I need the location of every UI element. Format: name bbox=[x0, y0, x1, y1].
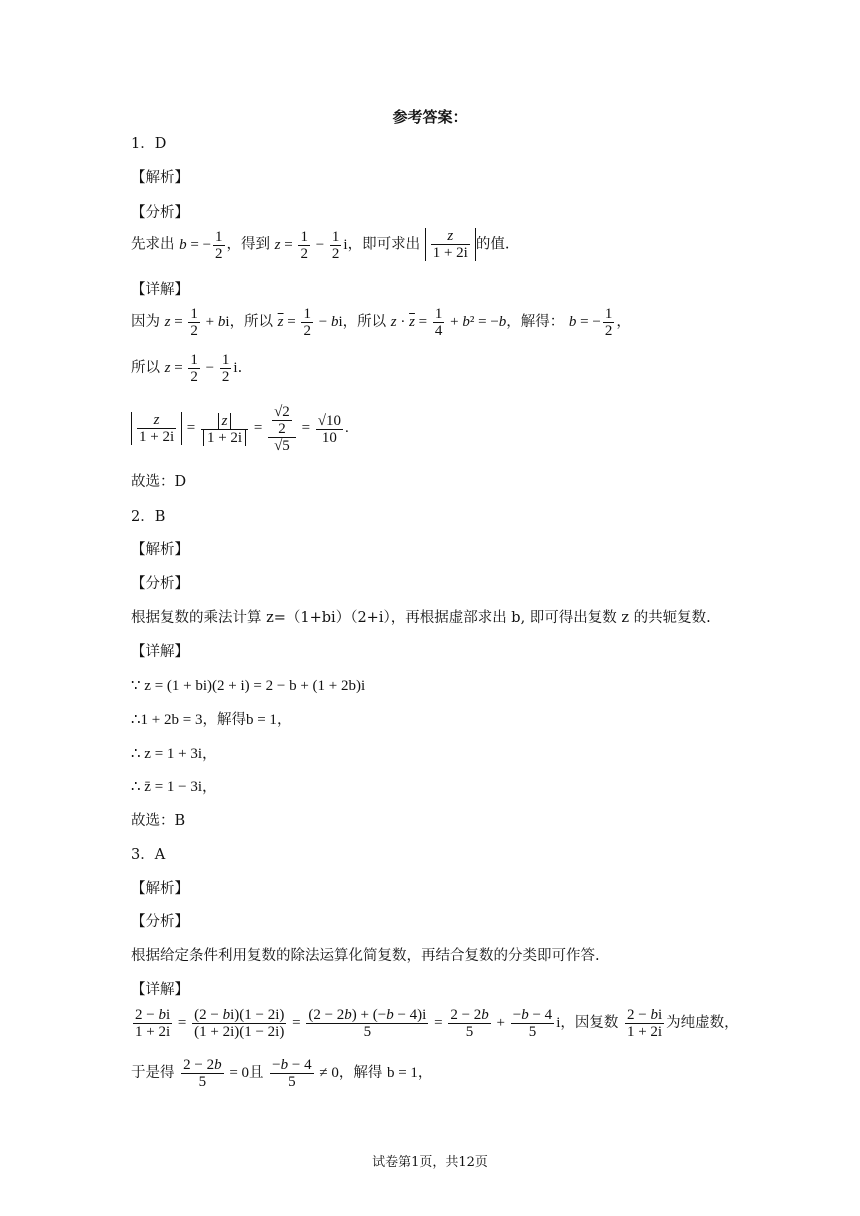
q1-answer: 1．D bbox=[131, 136, 167, 152]
q3-detail-2: 于是得 $\frac{2 - 2b}{5}$ = 0且 $\frac{-b - 4}{5}$ ≠ 0，解得 b = 1， bbox=[131, 1057, 433, 1090]
q3-detail-1: $\frac{2 - bi}{1 + 2i}$ = $\frac{(2 - bi)(1 - 2i)}{(1 + 2i)(1 - 2i)}$ = $\frac{(2 - 2b) + (-b - 4)i}{5}$ = $\frac{2 - 2b}{5}$ + $\frac{-b - 4}{5}$ i，因复数 $\frac{2 - bi}{1 + 2i}$ 为纯虚数， bbox=[135, 1007, 739, 1040]
q2-analysis: 根据复数的乘法计算 z=（1+bi）（2+i），再根据虚部求出 b, 即可得出复数 z 的共轭复数. bbox=[131, 610, 711, 626]
q1-choose: 故选：D bbox=[131, 474, 187, 490]
page-footer: 试卷第1页，共12页 bbox=[372, 1155, 488, 1170]
q1-xiangjie-label: 【详解】 bbox=[131, 282, 189, 298]
q2-choose: 故选：B bbox=[131, 813, 186, 829]
q2-xiangjie-label: 【详解】 bbox=[131, 644, 189, 660]
q3-xiangjie-label: 【详解】 bbox=[131, 982, 189, 998]
q3-jiexi-label: 【解析】 bbox=[131, 881, 189, 897]
q3-answer: 3．A bbox=[131, 847, 166, 863]
q2-detail-4: ∴ z̄ = 1 − 3i， bbox=[131, 779, 218, 795]
q1-detail-1: 因为 z = $\frac{1}{2}$ + bi，所以 $\overline{z}$ = $\frac{1}{2}$ − bi，所以 $z \cdot \overline{z}$ = $\frac{1}{4}$ + b² = −b，解得： b = − $\frac{1}{2}$ ， bbox=[131, 306, 631, 339]
q1-jiexi-label: 【解析】 bbox=[131, 170, 189, 186]
q3-analysis: 根据给定条件利用复数的除法运算化简复数，再结合复数的分类即可作答. bbox=[131, 948, 600, 964]
q1-fenxi-label: 【分析】 bbox=[131, 205, 189, 221]
q2-detail-1: ∵ z = (1 + bi)(2 + i) = 2 − b + (1 + 2b)i bbox=[131, 678, 366, 694]
q1-analysis: 先求出 b = − $\frac{1}{2}$ ，得到 z = $\frac{1}{2}$ − $\frac{1}{2}$ i，即可求出 $\frac{z}{1 + 2i}$ 的值. bbox=[131, 228, 510, 262]
q2-detail-3: ∴ z = 1 + 3i， bbox=[131, 746, 218, 762]
page-title: 参考答案： bbox=[392, 108, 468, 126]
q1-detail-3: $\frac{z}{1 + 2i}$ = $\frac{z}{1 + 2i}$ = $\frac{\frac{√2}{2}}{√5}$ = $\frac{√10}{10}$ . bbox=[131, 404, 349, 454]
q1-detail-2: 所以 z = $\frac{1}{2}$ − $\frac{1}{2}$ i. bbox=[131, 352, 243, 385]
q2-answer: 2．B bbox=[131, 509, 166, 525]
q2-jiexi-label: 【解析】 bbox=[131, 542, 189, 558]
q3-fenxi-label: 【分析】 bbox=[131, 914, 189, 930]
q2-fenxi-label: 【分析】 bbox=[131, 576, 189, 592]
q2-detail-2: ∴1 + 2b = 3，解得b = 1， bbox=[131, 712, 292, 728]
